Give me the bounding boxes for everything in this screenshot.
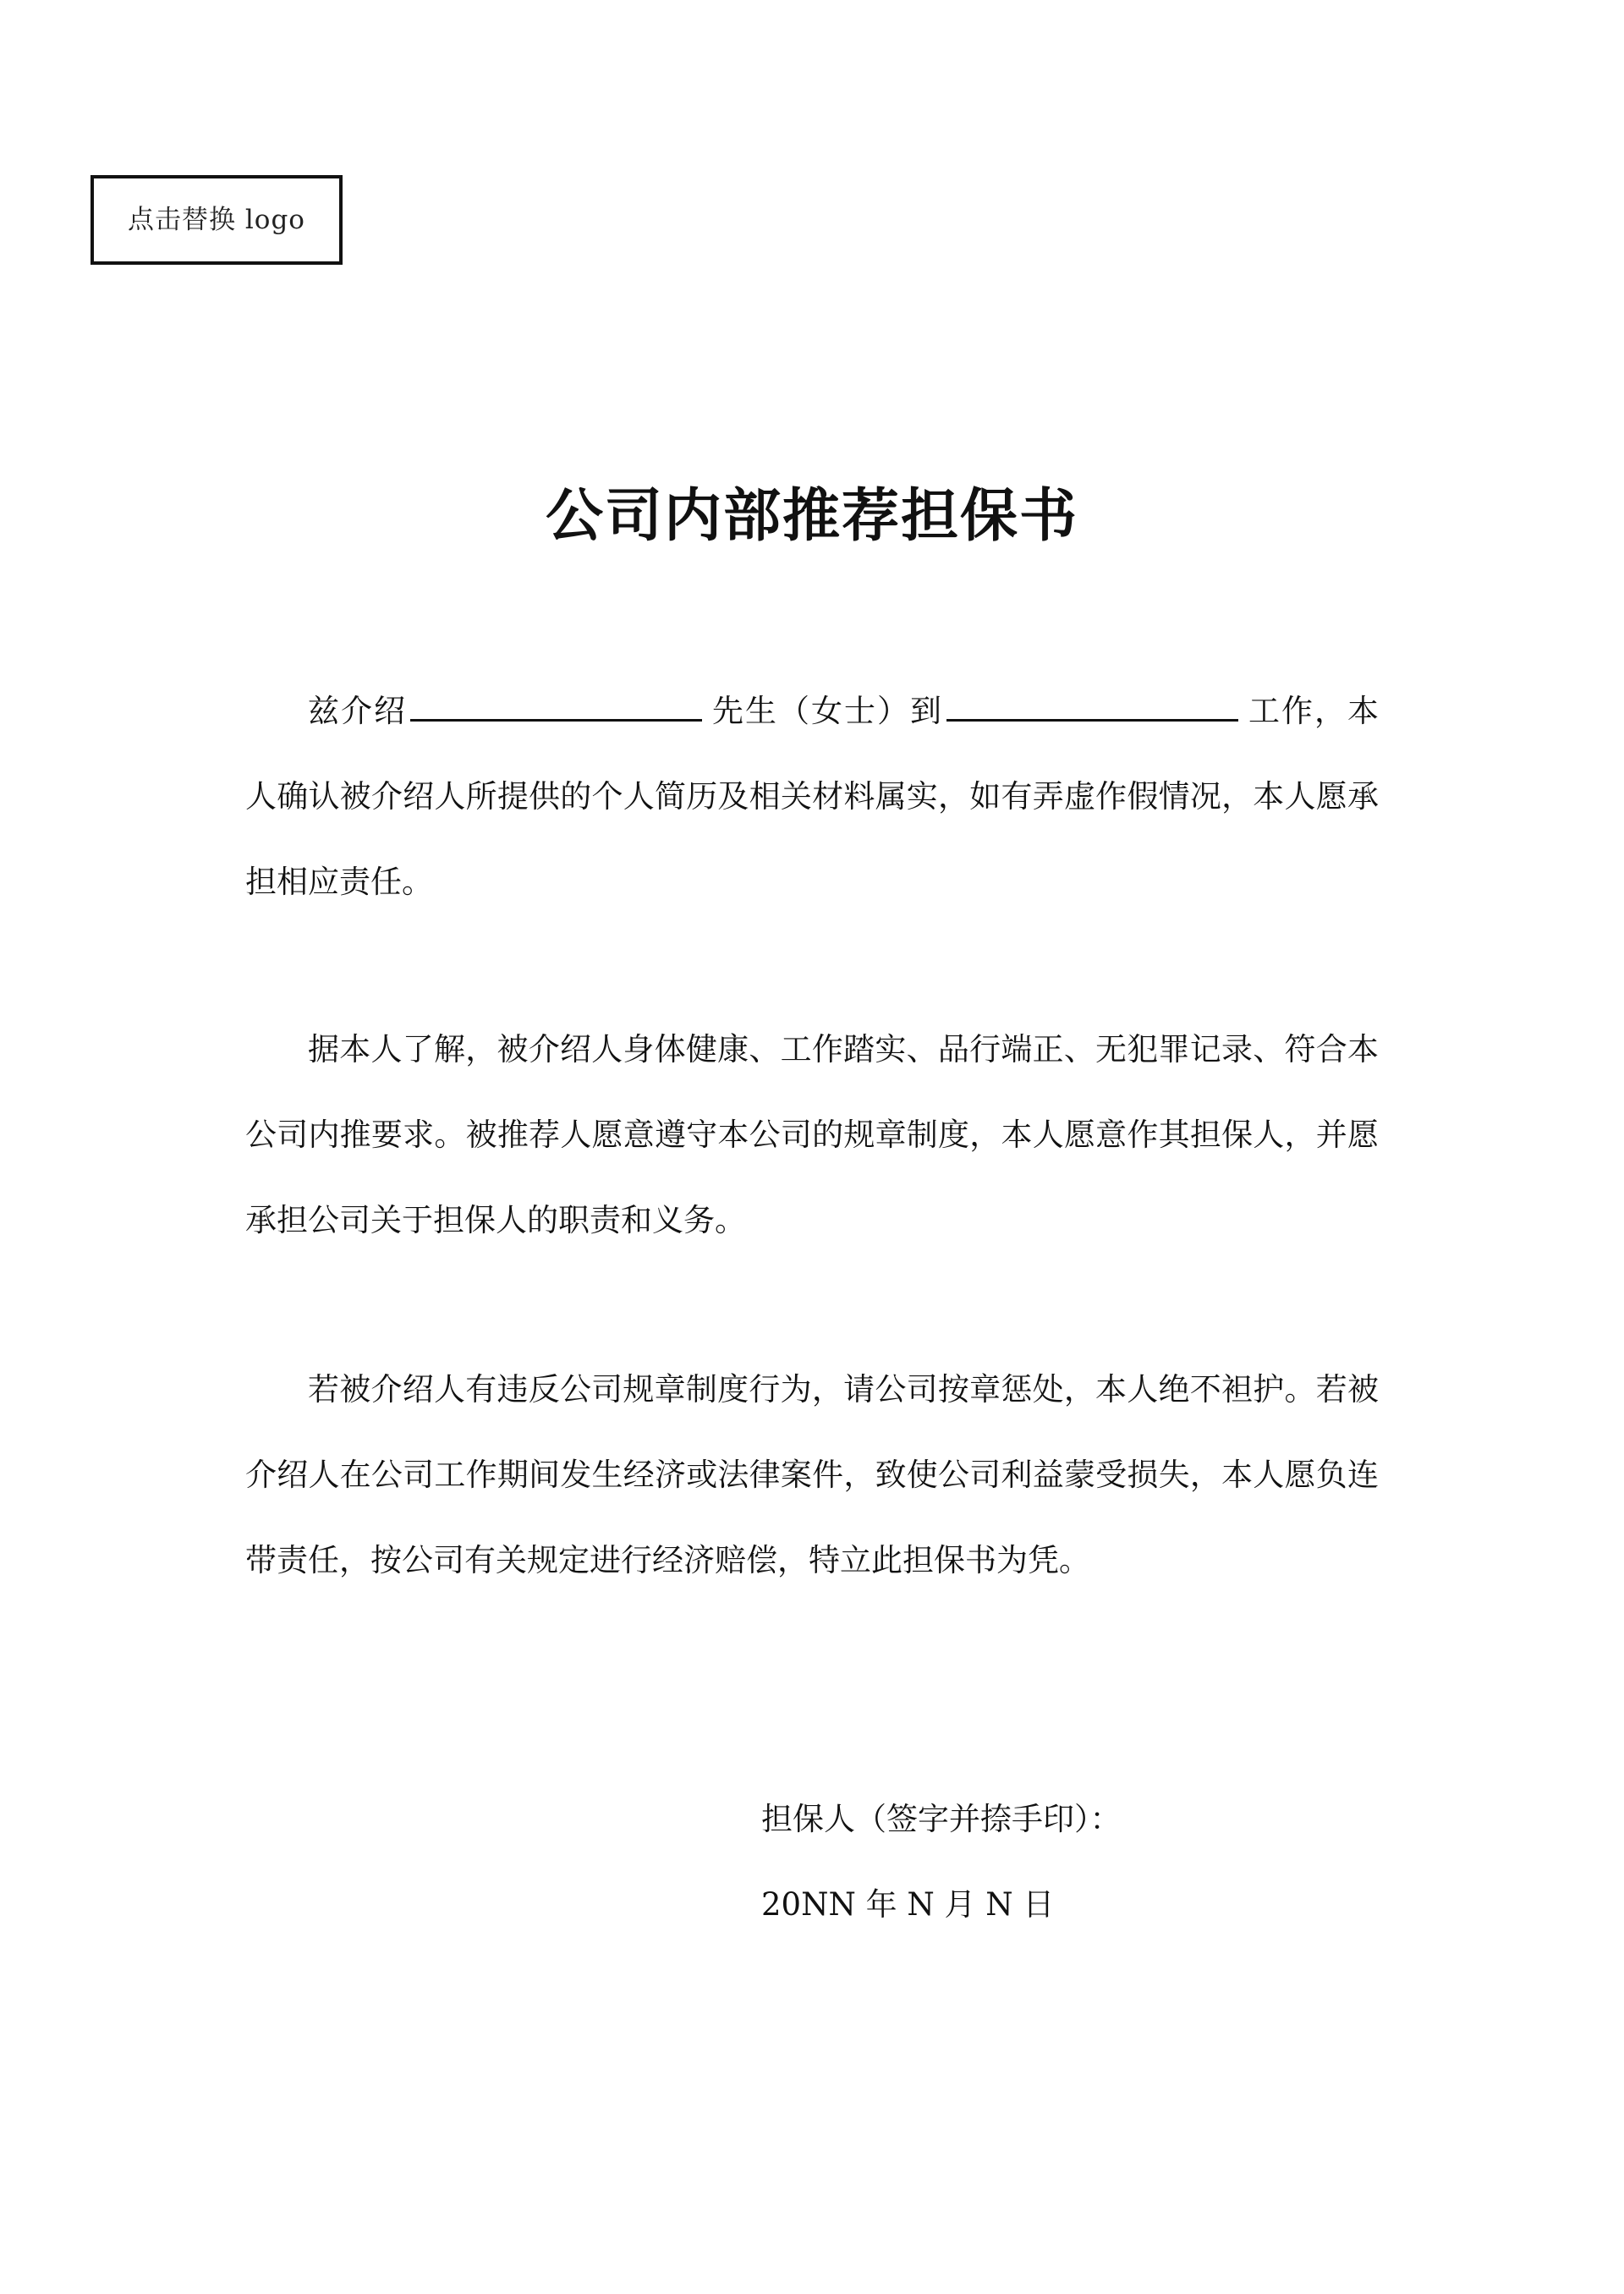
intro-suffix: 工作，本人确认被介绍人所提供的个人简历及相关材料属实，如有弄虚作假情况，本人愿承担相应责任。 <box>245 693 1379 900</box>
referee-name-blank[interactable] <box>410 687 702 722</box>
logo-placeholder-label: 点击替换 logo <box>128 204 305 235</box>
signature-block <box>761 1776 1122 1947</box>
department-blank[interactable] <box>946 687 1238 722</box>
paragraph-introduction <box>245 668 1379 925</box>
logo-placeholder[interactable] <box>91 175 343 265</box>
signature-date: 20NN 年 N 月 N 日 <box>761 1886 1055 1923</box>
paragraph-assessment: 据本人了解，被介绍人身体健康、工作踏实、品行端正、无犯罪记录、符合本公司内推要求。被推荐人愿意遵守本公司的规章制度，本人愿意作其担保人，并愿承担公司关于担保人的职责和义务。 <box>245 1031 1379 1238</box>
intro-middle: 先生（女士）到 <box>710 693 943 729</box>
paragraph-liability: 若被介绍人有违反公司规章制度行为，请公司按章惩处，本人绝不袒护。若被介绍人在公司工作期间发生经济或法律案件，致使公司利益蒙受损失，本人愿负连带责任，按公司有关规定进行经济赔偿，特立此担保书为凭。 <box>245 1371 1379 1578</box>
document-title: 公司内部推荐担保书 <box>545 482 1078 550</box>
guarantor-signature-label: 担保人（签字并捺手印）： <box>761 1801 1122 1837</box>
intro-prefix: 兹介绍 <box>308 693 407 729</box>
